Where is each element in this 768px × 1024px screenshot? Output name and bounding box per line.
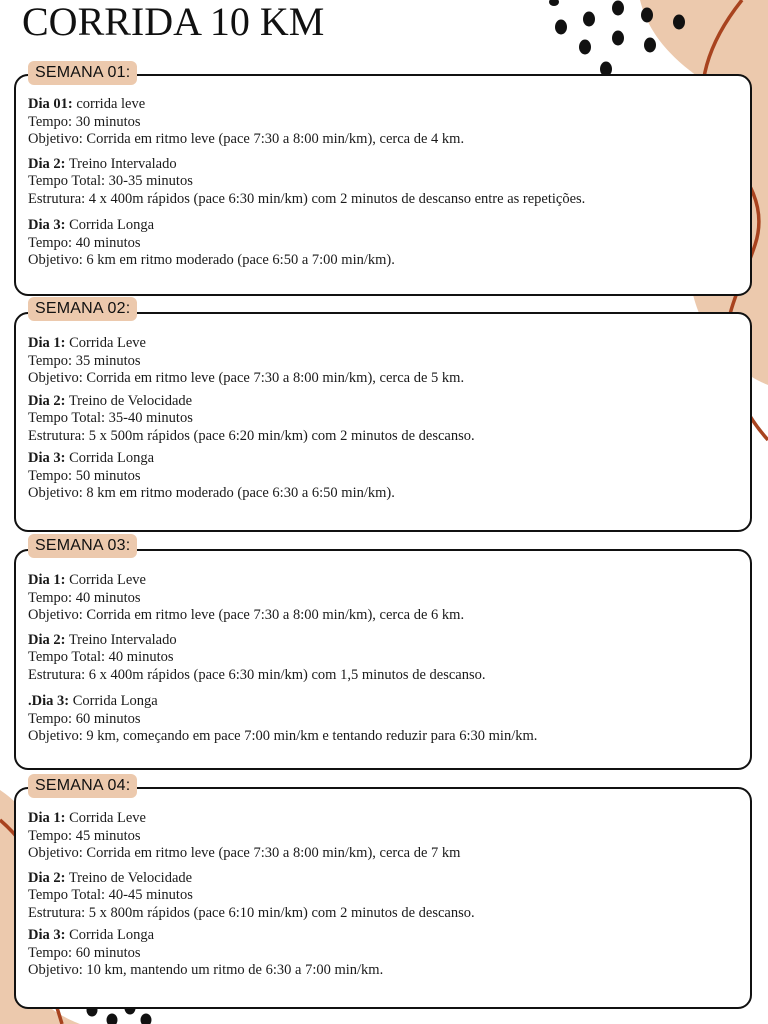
day-label: .Dia 3: — [28, 693, 70, 709]
week-2-days — [28, 335, 708, 503]
day-label: Dia 1: — [28, 335, 66, 351]
day-detail: Objetivo: 9 km, começando em pace 7:00 min/km e tentando reduzir para 6:30 min/km. — [28, 728, 538, 744]
week-1-days — [28, 96, 708, 270]
day-duration: Tempo: 50 minutos — [28, 467, 141, 484]
day-detail: Estrutura: 5 x 500m rápidos (pace 6:20 min/km) com 2 minutos de descanso. — [28, 427, 475, 444]
week-4-days — [28, 810, 708, 980]
day-label: Dia 3: — [28, 450, 66, 466]
day-name: corrida leve — [72, 96, 146, 112]
day-duration: Tempo Total: 40 minutos — [28, 649, 174, 665]
day-duration: Tempo Total: 30-35 minutos — [28, 173, 193, 189]
day-duration: Tempo Total: 40-45 minutos — [28, 887, 193, 903]
day-detail: Objetivo: 8 km em ritmo moderado (pace 6:30 a 6:50 min/km). — [28, 485, 395, 501]
day-label: Dia 1: — [28, 810, 66, 826]
day-name: Corrida Leve — [65, 810, 146, 826]
week-label-3: SEMANA 03: — [28, 534, 137, 558]
day-duration: Tempo: 45 minutos — [28, 827, 141, 844]
day-entry — [28, 393, 708, 446]
day-entry — [28, 450, 708, 503]
day-entry — [28, 693, 708, 746]
page-title: CORRIDA 10 KM — [22, 0, 325, 44]
day-name: Corrida Longa — [65, 450, 155, 466]
day-detail: Estrutura: 4 x 400m rápidos (pace 6:30 min/km) com 2 minutos de descanso entre as repetições. — [28, 190, 586, 207]
week-label-1: SEMANA 01: — [28, 61, 137, 85]
day-name: Treino Intervalado — [65, 155, 177, 172]
day-label: Dia 3: — [28, 927, 66, 943]
day-entry — [28, 335, 708, 388]
day-duration: Tempo: 60 minutos — [28, 710, 141, 727]
day-label: Dia 2: — [28, 631, 66, 648]
day-duration: Tempo: 40 minutos — [28, 234, 141, 251]
day-detail: Estrutura: 6 x 400m rápidos (pace 6:30 min/km) com 1,5 minutos de descanso. — [28, 666, 486, 683]
day-name: Corrida Longa — [65, 927, 155, 943]
day-entry — [28, 217, 708, 270]
week-3-days — [28, 572, 708, 746]
day-label: Dia 2: — [28, 392, 66, 409]
day-duration: Tempo: 60 minutos — [28, 944, 141, 961]
day-entry — [28, 927, 708, 980]
day-label: Dia 1: — [28, 572, 66, 588]
day-duration: Tempo: 40 minutos — [28, 589, 141, 606]
day-name: Corrida Leve — [65, 572, 146, 588]
day-detail: Estrutura: 5 x 800m rápidos (pace 6:10 min/km) com 2 minutos de descanso. — [28, 904, 475, 921]
day-entry — [28, 870, 708, 923]
day-name: Corrida Longa — [69, 693, 158, 709]
day-name: Corrida Leve — [65, 335, 146, 351]
day-name: Treino de Velocidade — [65, 869, 193, 886]
week-label-2: SEMANA 02: — [28, 297, 137, 321]
day-name: Treino de Velocidade — [65, 392, 193, 409]
day-detail: Objetivo: 10 km, mantendo um ritmo de 6:30 a 7:00 min/km. — [28, 962, 384, 978]
day-name: Treino Intervalado — [65, 631, 177, 648]
week-label-4: SEMANA 04: — [28, 774, 137, 798]
day-label: Dia 2: — [28, 155, 66, 172]
day-label: Dia 2: — [28, 869, 66, 886]
day-duration: Tempo: 30 minutos — [28, 113, 141, 130]
day-detail: Objetivo: Corrida em ritmo leve (pace 7:30 a 8:00 min/km), cerca de 4 km. — [28, 131, 465, 147]
day-entry — [28, 96, 708, 149]
day-duration: Tempo Total: 35-40 minutos — [28, 410, 193, 426]
day-duration: Tempo: 35 minutos — [28, 352, 141, 369]
day-detail: Objetivo: 6 km em ritmo moderado (pace 6:50 a 7:00 min/km). — [28, 252, 395, 268]
day-entry — [28, 810, 708, 863]
day-label: Dia 3: — [28, 217, 66, 233]
day-detail: Objetivo: Corrida em ritmo leve (pace 7:30 a 8:00 min/km), cerca de 7 km — [28, 845, 461, 861]
day-entry — [28, 632, 708, 685]
day-label: Dia 01: — [28, 96, 73, 112]
day-entry — [28, 156, 708, 209]
day-name: Corrida Longa — [65, 217, 155, 233]
day-detail: Objetivo: Corrida em ritmo leve (pace 7:30 a 8:00 min/km), cerca de 6 km. — [28, 607, 465, 623]
day-detail: Objetivo: Corrida em ritmo leve (pace 7:30 a 8:00 min/km), cerca de 5 km. — [28, 370, 465, 386]
day-entry — [28, 572, 708, 625]
